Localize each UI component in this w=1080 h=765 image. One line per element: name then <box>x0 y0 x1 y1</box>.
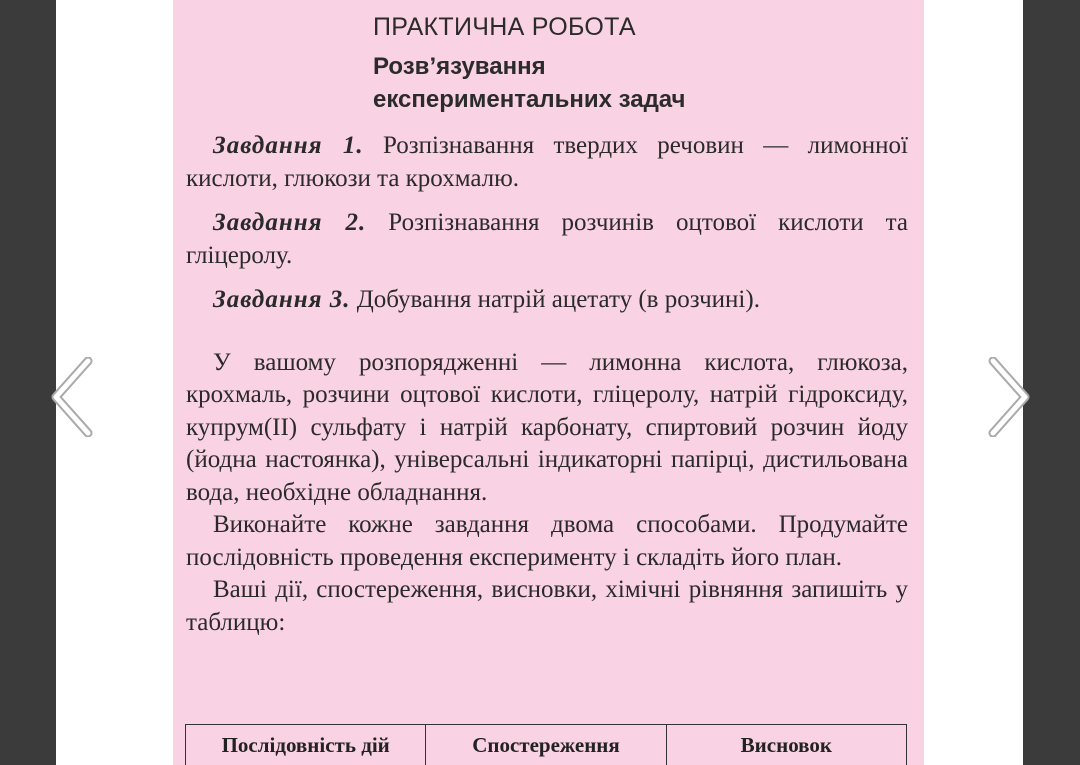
previous-page-button[interactable] <box>50 357 94 437</box>
task-text: Розпізнавання твердих речовин — лимонної кислоти, глюкози та крохмалю. <box>186 132 908 192</box>
next-page-button[interactable] <box>987 357 1031 437</box>
results-table <box>185 724 907 765</box>
task-label: Завдання 3. <box>213 286 351 313</box>
paragraph-instructions: Виконайте кожне завдання двома способами. Продумайте послідовність проведення експерименту і складіть його план. <box>186 511 908 571</box>
body-text <box>186 130 908 639</box>
paragraph-table-intro: Ваші дії, спостереження, висновки, хімічні рівняння запишіть у таблицю: <box>186 576 908 636</box>
table-header-cell: Послідовність дій <box>186 725 426 765</box>
task-1 <box>186 130 908 195</box>
section-label: ПРАКТИЧНА РОБОТА <box>373 13 636 41</box>
chevron-left-icon <box>50 357 94 437</box>
task-text: Добування натрій ацетату (в розчині). <box>350 286 760 313</box>
task-text: Розпізнавання розчинів оцтової кислоти та гліцеролу. <box>186 209 908 269</box>
page-title <box>373 50 686 116</box>
title-line-2: експериментальних задач <box>373 86 686 113</box>
table-header-cell: Висновок <box>666 725 906 765</box>
task-label: Завдання 2. <box>213 209 367 236</box>
title-line-1: Розв’язування <box>373 53 546 80</box>
paragraph-materials: У вашому розпорядженні — лимонна кислота, глюкоза, крохмаль, розчини оцтової кислоти, гліцеролу, натрій гідроксиду, купрум(II) сульфату і натрій карбонату, спиртовий розчин йоду (йодна настоянка), універсальні індикаторні папірці, дистильована вода, необхідне обладнання. <box>186 348 908 506</box>
table-header-row <box>186 725 907 765</box>
task-label: Завдання 1. <box>213 132 364 159</box>
task-3 <box>186 284 908 317</box>
page-header <box>373 10 686 116</box>
chevron-right-icon <box>987 357 1031 437</box>
task-2 <box>186 207 908 272</box>
document-page <box>173 0 924 765</box>
table-header-cell: Спостереження <box>426 725 666 765</box>
